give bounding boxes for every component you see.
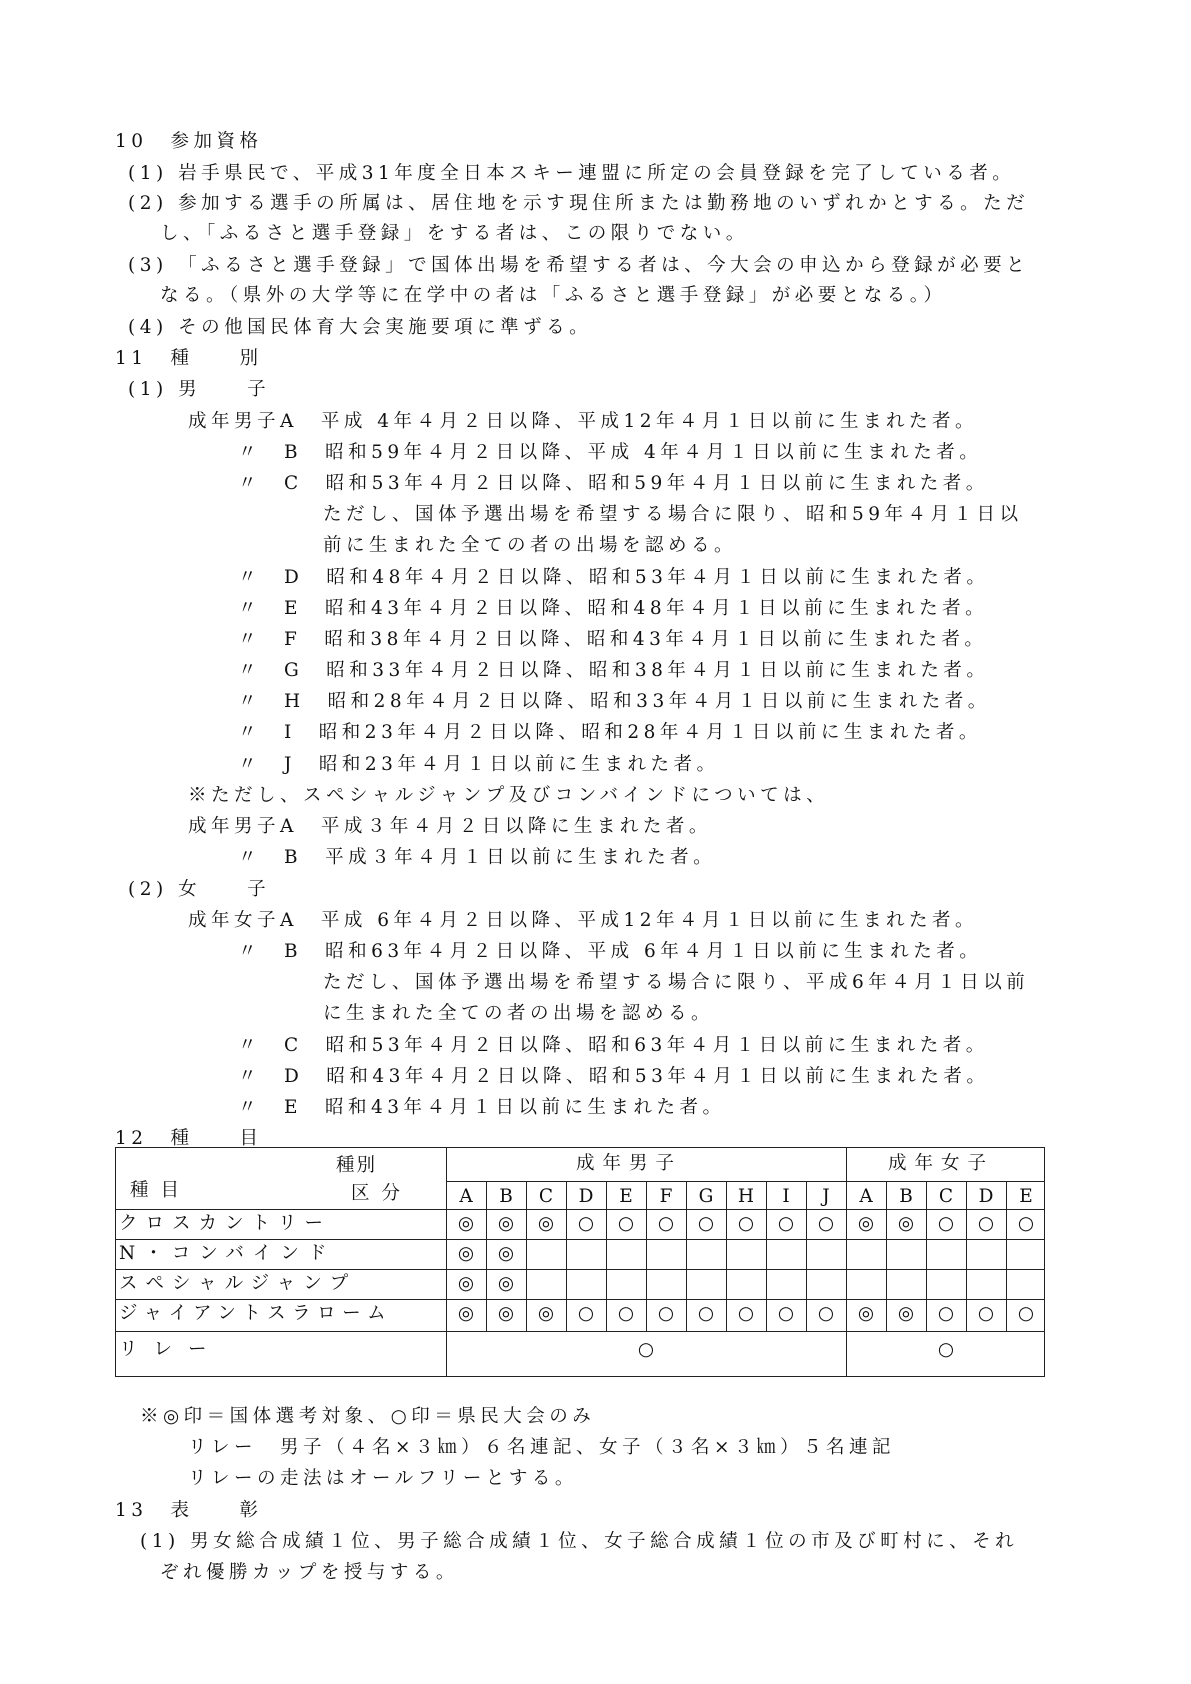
eligibility-mark: ○ xyxy=(937,1303,955,1324)
eligibility-mark: ○ xyxy=(817,1213,835,1234)
text-line: 〃 E 昭和43年４月１日以前に生まれた者。 xyxy=(238,1097,726,1118)
eligibility-mark: ○ xyxy=(1017,1213,1035,1234)
eligibility-mark: ◎ xyxy=(857,1213,875,1234)
column-header: A xyxy=(859,1186,873,1207)
text-line: リレー 男子（４名×３㎞）６名連記、女子（３名×３㎞）５名連記 xyxy=(188,1437,896,1458)
eligibility-mark: ◎ xyxy=(497,1303,515,1324)
text-line: ぞれ優勝カップを授与する。 xyxy=(160,1562,459,1583)
column-header: F xyxy=(659,1186,673,1207)
column-header: E xyxy=(1019,1186,1033,1207)
eligibility-mark: ○ xyxy=(617,1213,635,1234)
eligibility-mark: ◎ xyxy=(457,1273,475,1294)
text-line: ただし、国体予選出場を希望する場合に限り、平成6年４月１日以前 xyxy=(323,972,1030,993)
eligibility-mark: ◎ xyxy=(897,1303,915,1324)
text-line: 〃 J 昭和23年４月１日以前に生まれた者。 xyxy=(238,754,720,775)
text-line: 〃 C 昭和53年４月２日以降、昭和63年４月１日以前に生まれた者。 xyxy=(238,1035,989,1056)
table-rule xyxy=(116,1331,1044,1332)
men-group-label: 成年男子 xyxy=(576,1153,683,1174)
eligibility-mark: ◎ xyxy=(897,1213,915,1234)
column-header: I xyxy=(782,1186,790,1207)
text-line: 〃 H 昭和28年４月２日以降、昭和33年４月１日以前に生まれた者。 xyxy=(238,691,991,712)
header-division-label: 区分 xyxy=(351,1183,413,1204)
text-line: 13 表 彰 xyxy=(115,1500,263,1521)
eligibility-mark: ○ xyxy=(1017,1303,1035,1324)
eligibility-mark: ○ xyxy=(737,1303,755,1324)
column-header: D xyxy=(578,1186,594,1207)
header-event-label: 種目 xyxy=(130,1180,192,1201)
text-line: なる。（県外の大学等に在学中の者は「ふるさと選手登録」が必要となる。） xyxy=(160,285,947,306)
women-group-label: 成年女子 xyxy=(888,1153,995,1174)
event-name: ジャイアントスラローム xyxy=(119,1303,393,1324)
text-line: 〃 G 昭和33年４月２日以降、昭和38年４月１日以前に生まれた者。 xyxy=(238,660,990,681)
eligibility-mark: ○ xyxy=(577,1213,595,1234)
column-header: E xyxy=(619,1186,633,1207)
text-line: 〃 D 昭和48年４月２日以降、昭和53年４月１日以前に生まれた者。 xyxy=(238,567,990,588)
eligibility-mark: ◎ xyxy=(497,1213,515,1234)
eligibility-mark: ◎ xyxy=(497,1273,515,1294)
eligibility-mark: ○ xyxy=(617,1303,635,1324)
eligibility-mark: ○ xyxy=(657,1213,675,1234)
event-name: リレー xyxy=(119,1339,223,1360)
eligibility-mark: ◎ xyxy=(457,1243,475,1264)
text-line: (1) 岩手県民で、平成31年度全日本スキー連盟に所定の会員登録を完了している者。 xyxy=(128,163,1016,184)
column-header: A xyxy=(459,1186,473,1207)
eligibility-mark: ○ xyxy=(577,1303,595,1324)
text-line: ※ただし、スペシャルジャンプ及びコンバインドについては、 xyxy=(188,785,830,806)
text-line: 10 参加資格 xyxy=(115,131,263,152)
text-line: 〃 D 昭和43年４月２日以降、昭和53年４月１日以前に生まれた者。 xyxy=(238,1066,990,1087)
text-line: 〃 C 昭和53年４月２日以降、昭和59年４月１日以前に生まれた者。 xyxy=(238,473,989,494)
column-header: C xyxy=(938,1186,954,1207)
eligibility-mark: ○ xyxy=(777,1213,795,1234)
text-line: 〃 B 昭和59年４月２日以降、平成 4年４月１日以前に生まれた者。 xyxy=(238,442,983,463)
text-line: (1) 男女総合成績１位、男子総合成績１位、女子総合成績１位の市及び町村に、それ xyxy=(140,1531,1019,1552)
text-line: 11 種 別 xyxy=(115,348,263,369)
text-line: (4) その他国民体育大会実施要項に準ずる。 xyxy=(128,317,593,338)
eligibility-mark: ○ xyxy=(977,1303,995,1324)
text-line: 12 種 目 xyxy=(115,1128,263,1149)
text-line: 成年男子A 平成３年４月２日以降に生まれた者。 xyxy=(188,816,712,837)
eligibility-mark: ○ xyxy=(817,1303,835,1324)
eligibility-mark: ◎ xyxy=(497,1243,515,1264)
column-header: D xyxy=(978,1186,994,1207)
relay-women-mark: ○ xyxy=(937,1339,955,1360)
text-line: (2) 女 子 xyxy=(128,879,271,900)
text-line: 〃 I 昭和23年４月２日以降、昭和28年４月１日以前に生まれた者。 xyxy=(238,722,982,743)
text-line: (3) 「ふるさと選手登録」で国体出場を希望する者は、今大会の申込から登録が必要と xyxy=(128,255,1030,276)
eligibility-mark: ◎ xyxy=(537,1213,555,1234)
text-line: 〃 B 平成３年４月１日以前に生まれた者。 xyxy=(238,847,717,868)
table-rule xyxy=(116,1239,1044,1240)
relay-men-mark: ○ xyxy=(637,1339,655,1360)
eligibility-mark: ◎ xyxy=(457,1303,475,1324)
column-header: B xyxy=(899,1186,913,1207)
eligibility-mark: ○ xyxy=(777,1303,795,1324)
eligibility-mark: ○ xyxy=(657,1303,675,1324)
text-line: し、「ふるさと選手登録」をする者は、この限りでない。 xyxy=(160,223,749,244)
text-line: 前に生まれた全ての者の出場を認める。 xyxy=(323,535,738,556)
eligibility-mark: ◎ xyxy=(857,1303,875,1324)
text-line: ただし、国体予選出場を希望する場合に限り、昭和59年４月１日以 xyxy=(323,504,1023,525)
column-header: J xyxy=(822,1186,830,1207)
text-line: に生まれた全ての者の出場を認める。 xyxy=(323,1003,715,1024)
eligibility-mark: ○ xyxy=(937,1213,955,1234)
eligibility-mark: ◎ xyxy=(457,1213,475,1234)
eligibility-mark: ○ xyxy=(977,1213,995,1234)
column-header: B xyxy=(499,1186,513,1207)
table-rule xyxy=(116,1299,1044,1300)
event-name: クロスカントリー xyxy=(119,1213,332,1234)
event-name: N・コンバインド xyxy=(119,1243,336,1264)
column-header: H xyxy=(737,1186,755,1207)
text-line: ※◎印＝国体選考対象、○印＝県民大会のみ xyxy=(140,1406,596,1427)
table-rule xyxy=(446,1181,1044,1182)
eligibility-mark: ○ xyxy=(737,1213,755,1234)
text-line: 成年女子A 平成 6年４月２日以降、平成12年４月１日以前に生まれた者。 xyxy=(188,910,979,931)
table-rule xyxy=(116,1269,1044,1270)
text-line: 〃 F 昭和38年４月２日以降、昭和43年４月１日以前に生まれた者。 xyxy=(238,629,988,650)
eligibility-mark: ◎ xyxy=(537,1303,555,1324)
text-line: 成年男子A 平成 4年４月２日以降、平成12年４月１日以前に生まれた者。 xyxy=(188,411,979,432)
text-line: (1) 男 子 xyxy=(128,379,271,400)
eligibility-mark: ○ xyxy=(697,1213,715,1234)
column-header: C xyxy=(538,1186,554,1207)
column-header: G xyxy=(698,1186,714,1207)
eligibility-mark: ○ xyxy=(697,1303,715,1324)
text-line: 〃 E 昭和43年４月２日以降、昭和48年４月１日以前に生まれた者。 xyxy=(238,598,989,619)
event-name: スペシャルジャンプ xyxy=(119,1273,357,1294)
table-rule xyxy=(116,1209,1044,1210)
header-class-label: 種別 xyxy=(336,1155,378,1176)
text-line: リレーの走法はオールフリーとする。 xyxy=(188,1468,578,1489)
event-table xyxy=(115,1147,1045,1377)
text-line: (2) 参加する選手の所属は、居住地を示す現住所または勤務地のいずれかとする。ただ xyxy=(128,193,1030,214)
text-line: 〃 B 昭和63年４月２日以降、平成 6年４月１日以前に生まれた者。 xyxy=(238,941,983,962)
